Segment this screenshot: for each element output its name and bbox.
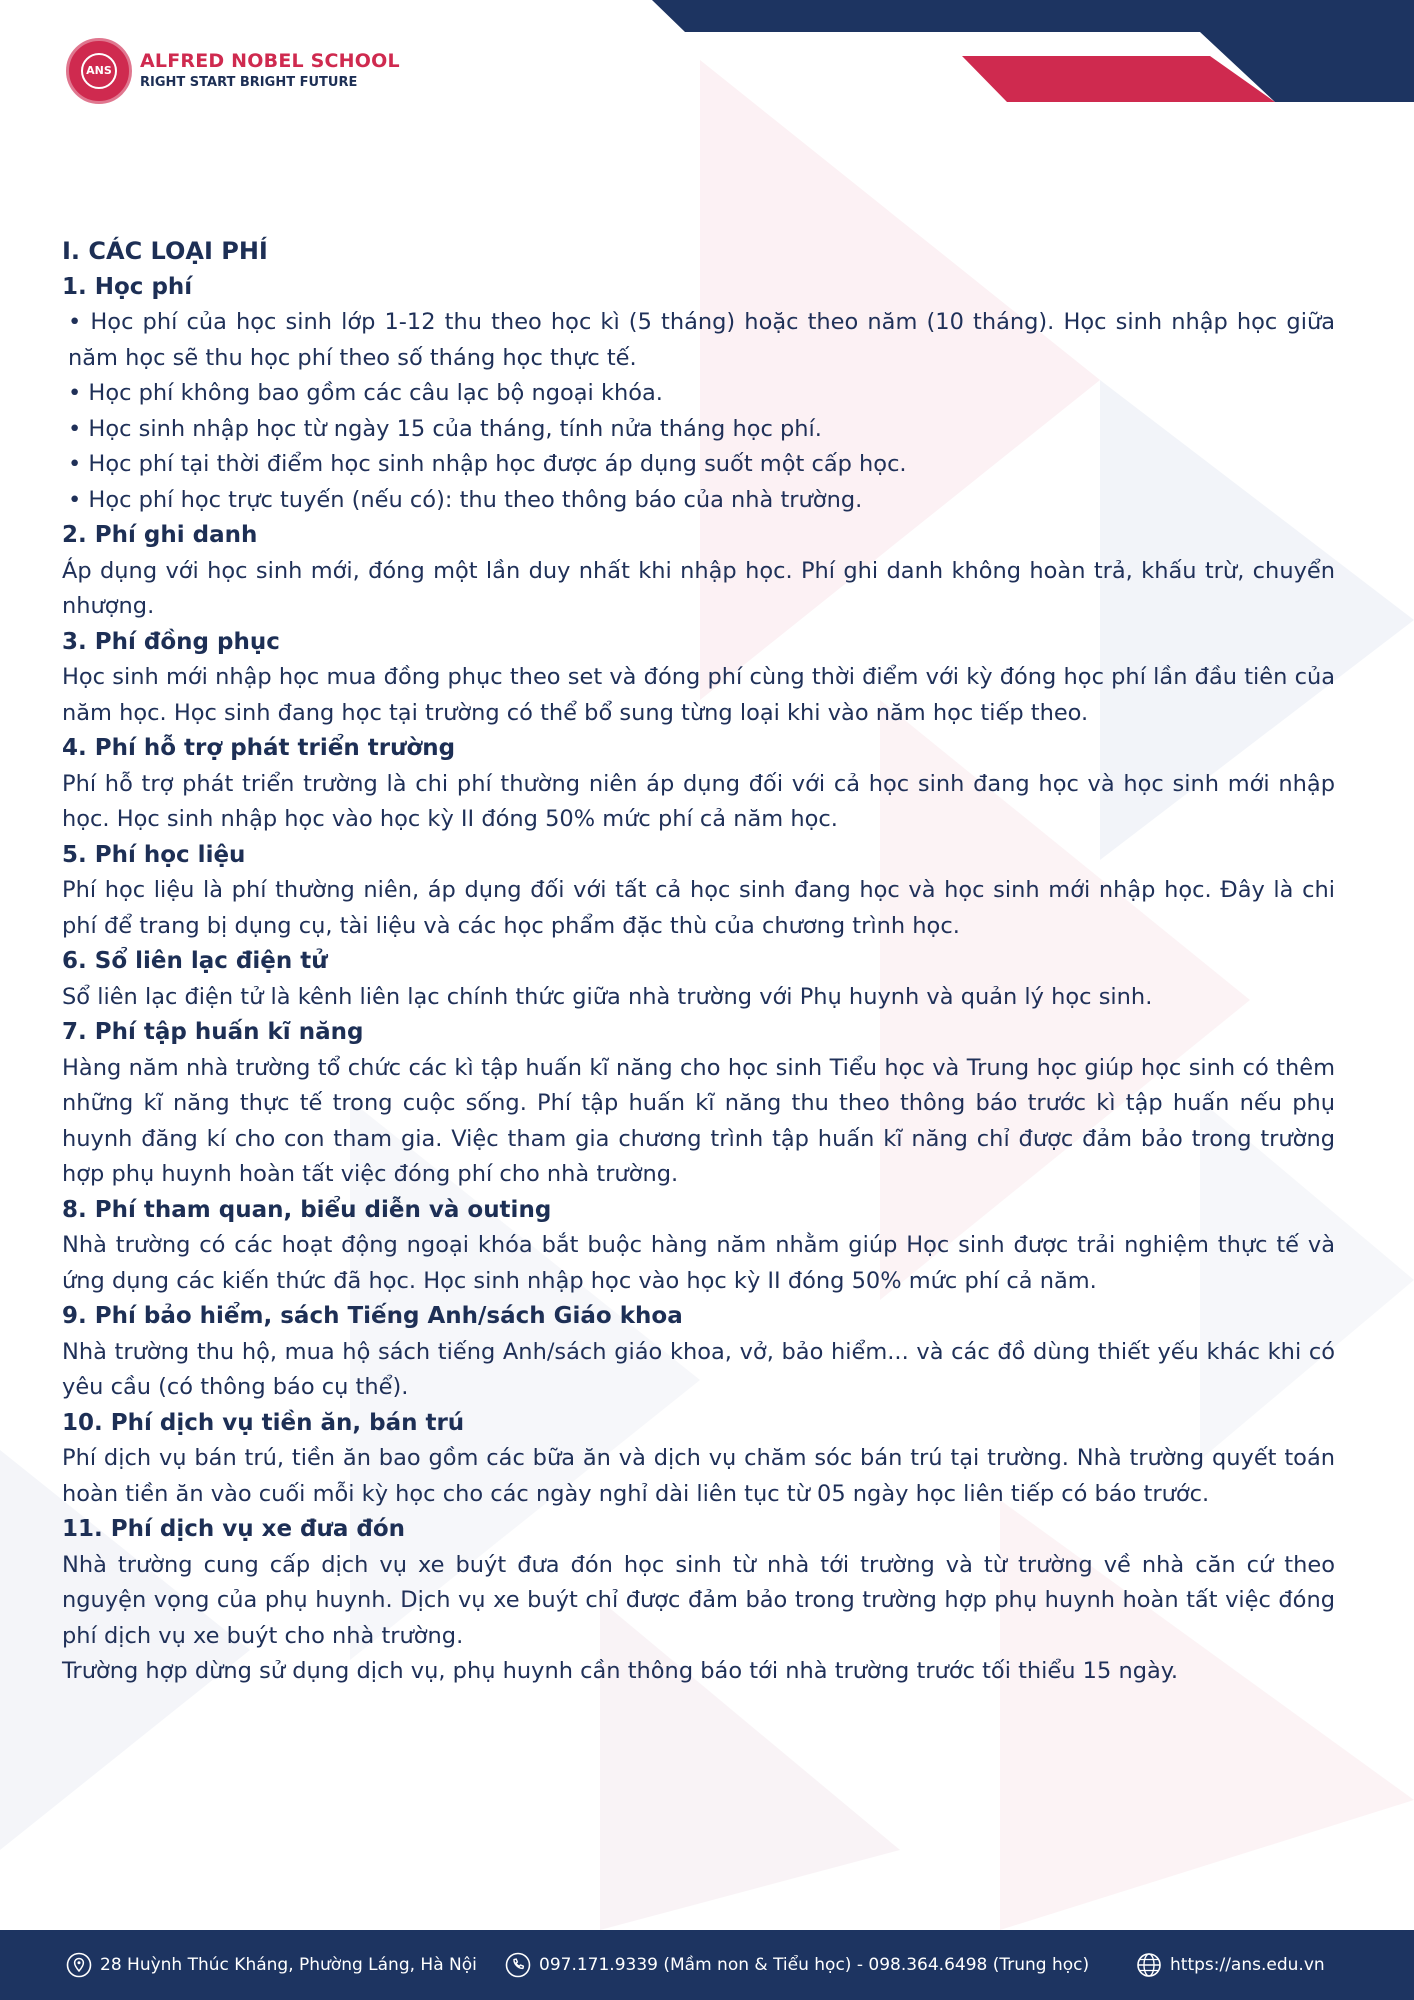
section-paragraph: Nhà trường có các hoạt động ngoại khóa bắt buộc hàng năm nhằm giúp Học sinh được trải nghiệm thực tế và ứng dụng các kiến thức đã học. Học sinh nhập học vào học kỳ II đóng 50% mức phí cả năm. bbox=[62, 1232, 1335, 1294]
section-paragraph: Áp dụng với học sinh mới, đóng một lần duy nhất khi nhập học. Phí ghi danh không hoàn trả, khấu trừ, chuyển nhượng. bbox=[62, 557, 1335, 619]
logo-monogram: ANS bbox=[81, 53, 117, 89]
phone-text: 097.171.9339 (Mầm non & Tiểu học) - 098.364.6498 (Trung học) bbox=[539, 1955, 1090, 1975]
section-heading: 11. Phí dịch vụ xe đưa đón bbox=[62, 1516, 406, 1542]
page-header bbox=[0, 0, 1414, 140]
section-paragraph: Sổ liên lạc điện tử là kênh liên lạc chính thức giữa nhà trường với Phụ huynh và quản lý học sinh. bbox=[62, 983, 1153, 1010]
phone-icon bbox=[505, 1952, 531, 1978]
section-heading: 5. Phí học liệu bbox=[62, 841, 246, 868]
bullet-item: • Học phí không bao gồm các câu lạc bộ ngoại khóa. bbox=[68, 380, 663, 406]
section-heading: 3. Phí đồng phục bbox=[62, 628, 280, 655]
section-paragraph: Phí hỗ trợ phát triển trường là chi phí thường niên áp dụng đối với cả học sinh đang học và học sinh mới nhập học. Học sinh nhập học vào học kỳ II đóng 50% mức phí cả năm học. bbox=[62, 770, 1335, 832]
bullet-item: • Học sinh nhập học từ ngày 15 của tháng, tính nửa tháng học phí. bbox=[68, 415, 822, 442]
footer-address bbox=[66, 1930, 477, 2000]
section-heading: 2. Phí ghi danh bbox=[62, 522, 258, 548]
footer-website bbox=[1136, 1930, 1325, 2000]
school-logo bbox=[66, 38, 132, 104]
section-paragraph: Hàng năm nhà trường tổ chức các kì tập huấn kĩ năng cho học sinh Tiểu học và Trung học giúp học sinh có thêm những kĩ năng thực tế trong cuộc sống. Phí tập huấn kĩ năng thu theo thông báo trước kì tập huấn nếu phụ huynh đăng kí cho con tham gia. Việc tham gia chương trình tập huấn kĩ năng chỉ được đảm bảo trong trường hợp phụ huynh hoàn tất việc đóng phí cho nhà trường. bbox=[62, 1054, 1335, 1187]
section-paragraph: Nhà trường cung cấp dịch vụ xe buýt đưa đón học sinh từ nhà tới trường và từ trường về nhà căn cứ theo nguyện vọng của phụ huynh. Dịch vụ xe buýt chỉ được đảm bảo trong trường hợp phụ huynh hoàn tất việc đóng phí dịch vụ xe buýt cho nhà trường. bbox=[62, 1551, 1335, 1649]
footer-phone bbox=[505, 1930, 1089, 2000]
address-text: 28 Huỳnh Thúc Kháng, Phường Láng, Hà Nội bbox=[100, 1955, 477, 1975]
section-title: I. CÁC LOẠI PHÍ bbox=[62, 237, 268, 265]
section-paragraph: Trường hợp dừng sử dụng dịch vụ, phụ huynh cần thông báo tới nhà trường trước tối thiểu 15 ngày. bbox=[62, 1658, 1179, 1684]
section-heading: 1. Học phí bbox=[62, 273, 193, 300]
location-pin-icon bbox=[66, 1952, 92, 1978]
school-slogan: RIGHT START BRIGHT FUTURE bbox=[140, 75, 358, 90]
section-paragraph: Phí dịch vụ bán trú, tiền ăn bao gồm các bữa ăn và dịch vụ chăm sóc bán trú tại trường. Nhà trường quyết toán hoàn tiền ăn vào cuối mỗi kỳ học cho các ngày nghỉ dài liên tục từ 05 ngày học liên tiếp có báo trước. bbox=[62, 1445, 1335, 1507]
globe-icon bbox=[1136, 1952, 1162, 1978]
section-heading: 7. Phí tập huấn kĩ năng bbox=[62, 1019, 364, 1045]
section-paragraph: Phí học liệu là phí thường niên, áp dụng đối với tất cả học sinh đang học và học sinh mới nhập học. Đây là chi phí để trang bị dụng cụ, tài liệu và các học phẩm đặc thù của chương trình học. bbox=[62, 877, 1335, 939]
section-heading: 6. Sổ liên lạc điện tử bbox=[62, 948, 328, 974]
section-heading: 10. Phí dịch vụ tiền ăn, bán trú bbox=[62, 1409, 465, 1436]
bullet-item: • Học phí của học sinh lớp 1-12 thu theo học kì (5 tháng) hoặc theo năm (10 tháng). Học sinh nhập học giữa năm học sẽ thu học phí theo số tháng học thực tế. bbox=[68, 309, 1335, 371]
school-name: ALFRED NOBEL SCHOOL bbox=[140, 50, 400, 72]
bullet-item: • Học phí tại thời điểm học sinh nhập học được áp dụng suốt một cấp học. bbox=[68, 451, 907, 477]
section-heading: 8. Phí tham quan, biểu diễn và outing bbox=[62, 1196, 552, 1223]
bullet-item: • Học phí học trực tuyến (nếu có): thu theo thông báo của nhà trường. bbox=[68, 486, 863, 513]
section-paragraph: Nhà trường thu hộ, mua hộ sách tiếng Anh/sách giáo khoa, vở, bảo hiểm... và các đồ dùng thiết yếu khác khi có yêu cầu (có thông báo cụ thể). bbox=[62, 1338, 1335, 1400]
document-body bbox=[62, 234, 1335, 1690]
section-heading: 4. Phí hỗ trợ phát triển trường bbox=[62, 735, 456, 761]
section-heading: 9. Phí bảo hiểm, sách Tiếng Anh/sách Giáo khoa bbox=[62, 1303, 683, 1329]
section-paragraph: Học sinh mới nhập học mua đồng phục theo set và đóng phí cùng thời điểm với kỳ đóng học phí lần đầu tiên của năm học. Học sinh đang học tại trường có thể bổ sung từng loại khi vào năm học tiếp theo. bbox=[62, 664, 1335, 726]
page-footer bbox=[0, 1930, 1414, 2000]
website-link[interactable]: https://ans.edu.vn bbox=[1170, 1955, 1325, 1975]
